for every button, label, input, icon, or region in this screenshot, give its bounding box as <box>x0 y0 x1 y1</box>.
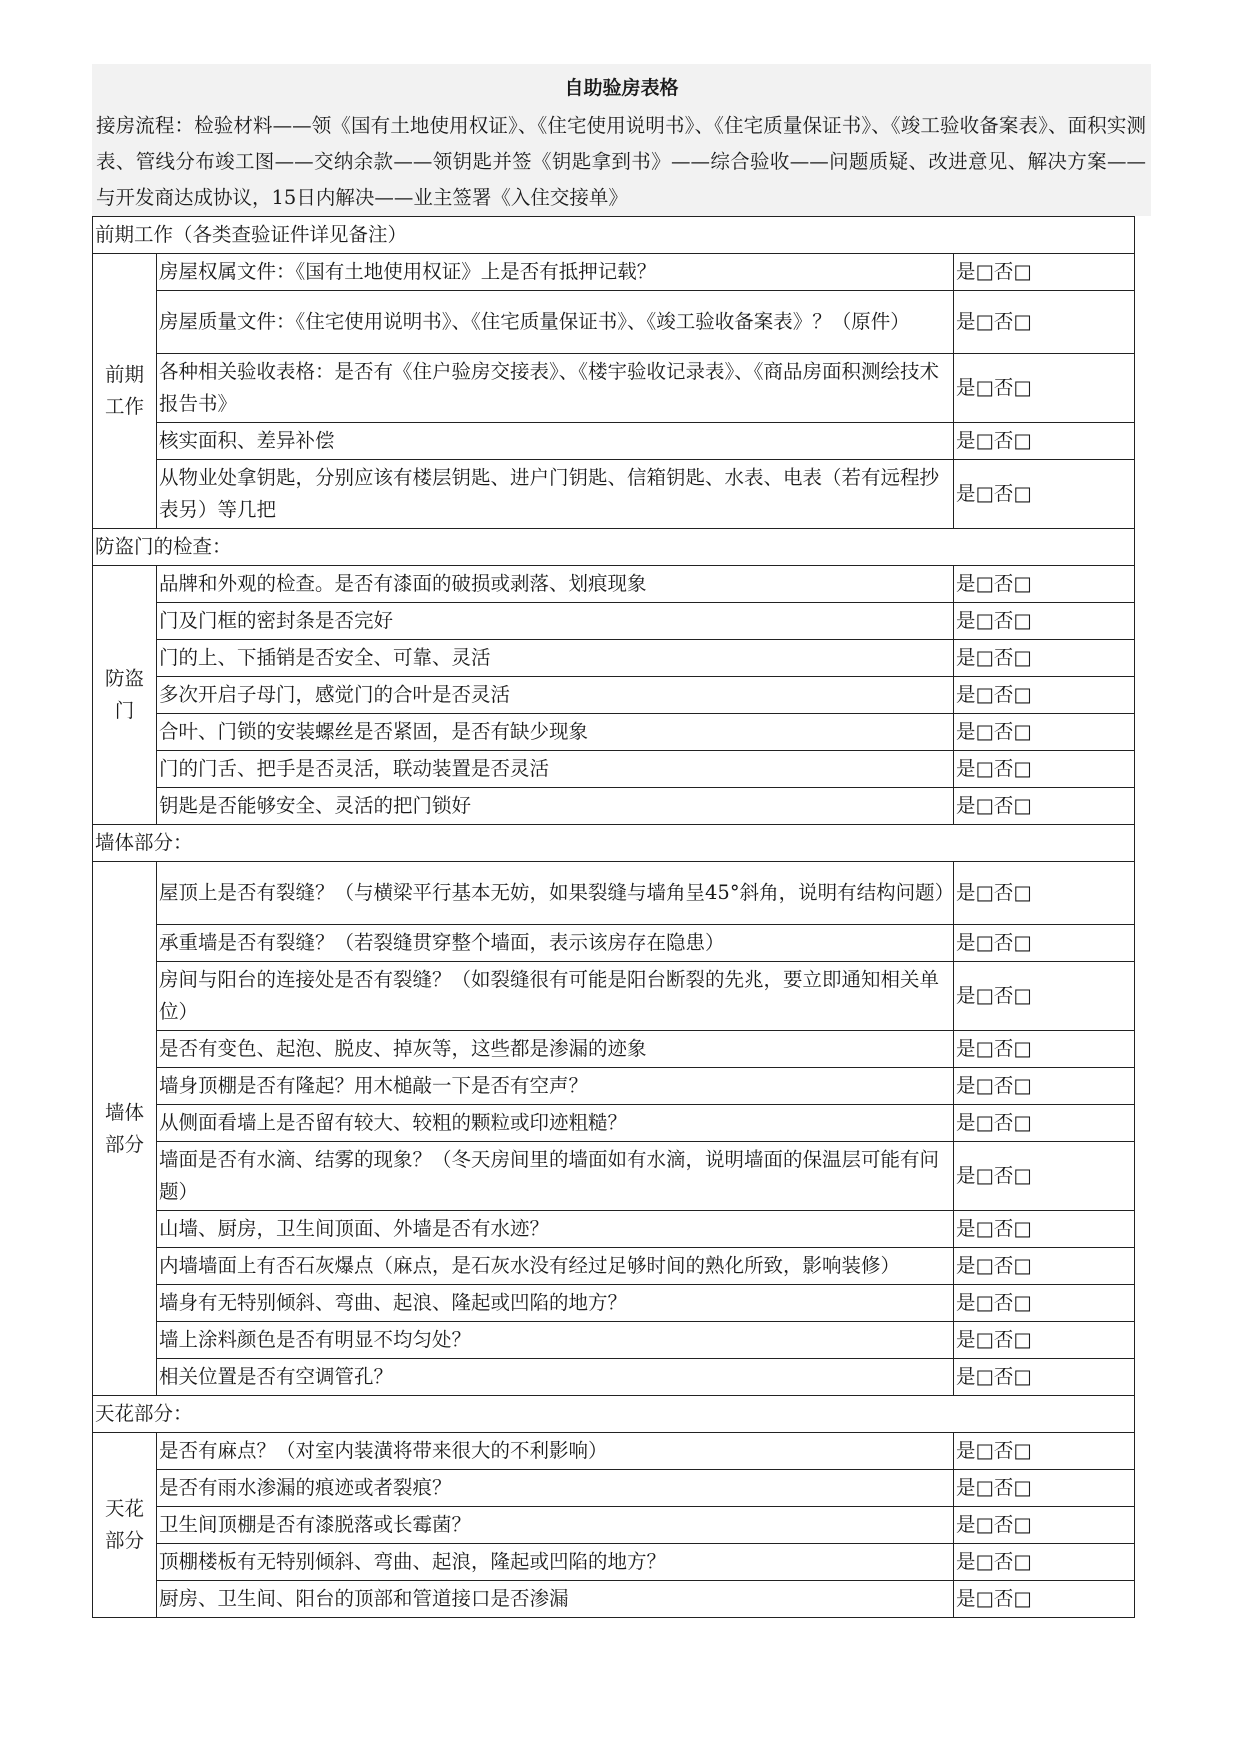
yes-no-checkbox-cell[interactable]: 是□否□ <box>954 1470 1135 1507</box>
yes-no-checkbox-cell[interactable]: 是□否□ <box>954 291 1135 354</box>
group-label: 前期 工作 <box>93 254 157 529</box>
check-item-text: 墙上涂料颜色是否有明显不均匀处？ <box>157 1322 954 1359</box>
check-item-text: 合叶、门锁的安装螺丝是否紧固，是否有缺少现象 <box>157 714 954 751</box>
yes-no-checkbox-cell[interactable]: 是□否□ <box>954 751 1135 788</box>
check-item-text: 卫生间顶棚是否有漆脱落或长霉菌？ <box>157 1507 954 1544</box>
check-item-text: 门的门舌、把手是否灵活，联动装置是否灵活 <box>157 751 954 788</box>
section-header: 防盗门的检查： <box>93 529 1135 566</box>
yes-no-checkbox-cell[interactable]: 是□否□ <box>954 862 1135 925</box>
table-row <box>93 751 1135 788</box>
table-row <box>93 460 1135 529</box>
table-row <box>93 1322 1135 1359</box>
check-item-text: 核实面积、差异补偿 <box>157 423 954 460</box>
yes-no-checkbox-cell[interactable]: 是□否□ <box>954 925 1135 962</box>
yes-no-checkbox-cell[interactable]: 是□否□ <box>954 1031 1135 1068</box>
table-row <box>93 1507 1135 1544</box>
table-row <box>93 423 1135 460</box>
yes-no-checkbox-cell[interactable]: 是□否□ <box>954 1105 1135 1142</box>
yes-no-checkbox-cell[interactable]: 是□否□ <box>954 1544 1135 1581</box>
section-header-row <box>93 529 1135 566</box>
table-row <box>93 291 1135 354</box>
yes-no-checkbox-cell[interactable]: 是□否□ <box>954 460 1135 529</box>
yes-no-checkbox-cell[interactable]: 是□否□ <box>954 1322 1135 1359</box>
check-item-text: 山墙、厨房，卫生间顶面、外墙是否有水迹？ <box>157 1211 954 1248</box>
yes-no-checkbox-cell[interactable]: 是□否□ <box>954 640 1135 677</box>
check-item-text: 屋顶上是否有裂缝？（与横梁平行基本无妨，如果裂缝与墙角呈45°斜角，说明有结构问题） <box>157 862 954 925</box>
table-row <box>93 254 1135 291</box>
document-header <box>92 64 1151 216</box>
check-item-text: 多次开启子母门，感觉门的合叶是否灵活 <box>157 677 954 714</box>
table-row <box>93 1581 1135 1618</box>
group-label: 防盗 门 <box>93 566 157 825</box>
check-item-text: 门及门框的密封条是否完好 <box>157 603 954 640</box>
check-item-text: 门的上、下插销是否安全、可靠、灵活 <box>157 640 954 677</box>
check-item-text: 是否有变色、起泡、脱皮、掉灰等，这些都是渗漏的迹象 <box>157 1031 954 1068</box>
table-row <box>93 354 1135 423</box>
check-item-text: 从侧面看墙上是否留有较大、较粗的颗粒或印迹粗糙？ <box>157 1105 954 1142</box>
table-row <box>93 1068 1135 1105</box>
table-row <box>93 925 1135 962</box>
check-item-text: 是否有麻点？（对室内装潢将带来很大的不利影响） <box>157 1433 954 1470</box>
yes-no-checkbox-cell[interactable]: 是□否□ <box>954 788 1135 825</box>
table-row <box>93 1031 1135 1068</box>
table-row <box>93 1248 1135 1285</box>
yes-no-checkbox-cell[interactable]: 是□否□ <box>954 1142 1135 1211</box>
table-row <box>93 677 1135 714</box>
table-row <box>93 1105 1135 1142</box>
check-item-text: 房屋质量文件：《住宅使用说明书》、《住宅质量保证书》、《竣工验收备案表》？（原件） <box>157 291 954 354</box>
table-row <box>93 566 1135 603</box>
checklist-body <box>93 217 1135 1618</box>
yes-no-checkbox-cell[interactable]: 是□否□ <box>954 1359 1135 1396</box>
yes-no-checkbox-cell[interactable]: 是□否□ <box>954 1581 1135 1618</box>
table-row <box>93 1211 1135 1248</box>
section-header-row <box>93 217 1135 254</box>
check-item-text: 是否有雨水渗漏的痕迹或者裂痕？ <box>157 1470 954 1507</box>
check-item-text: 内墙墙面上有否石灰爆点（麻点，是石灰水没有经过足够时间的熟化所致，影响装修） <box>157 1248 954 1285</box>
check-item-text: 房屋权属文件：《国有土地使用权证》上是否有抵押记载？ <box>157 254 954 291</box>
section-header-row <box>93 1396 1135 1433</box>
group-label: 天花 部分 <box>93 1433 157 1618</box>
section-header: 天花部分： <box>93 1396 1135 1433</box>
yes-no-checkbox-cell[interactable]: 是□否□ <box>954 962 1135 1031</box>
group-label: 墙体 部分 <box>93 862 157 1396</box>
table-row <box>93 788 1135 825</box>
check-item-text: 各种相关验收表格：是否有《住户验房交接表》、《楼宇验收记录表》、《商品房面积测绘技术报告书》 <box>157 354 954 423</box>
table-row <box>93 1359 1135 1396</box>
check-item-text: 厨房、卫生间、阳台的顶部和管道接口是否渗漏 <box>157 1581 954 1618</box>
table-row <box>93 1544 1135 1581</box>
table-row <box>93 1285 1135 1322</box>
table-row <box>93 1470 1135 1507</box>
yes-no-checkbox-cell[interactable]: 是□否□ <box>954 677 1135 714</box>
section-header: 前期工作（各类查验证件详见备注） <box>93 217 1135 254</box>
section-header-row <box>93 825 1135 862</box>
process-description: 接房流程：检验材料——领《国有土地使用权证》、《住宅使用说明书》、《住宅质量保证书》、《竣工验收备案表》、面积实测表、管线分布竣工图——交纳余款——领钥匙并签《钥匙拿到书》——综合验收——问题质疑、改进意见、解决方案——与开发商达成协议，15日内解决——业主签署《入住交接单》 <box>96 114 1146 209</box>
yes-no-checkbox-cell[interactable]: 是□否□ <box>954 1068 1135 1105</box>
inspection-checklist-table <box>92 216 1135 1618</box>
yes-no-checkbox-cell[interactable]: 是□否□ <box>954 1285 1135 1322</box>
check-item-text: 品牌和外观的检查。是否有漆面的破损或剥落、划痕现象 <box>157 566 954 603</box>
check-item-text: 墙身顶棚是否有隆起？用木槌敲一下是否有空声？ <box>157 1068 954 1105</box>
check-item-text: 顶棚楼板有无特别倾斜、弯曲、起浪，隆起或凹陷的地方？ <box>157 1544 954 1581</box>
check-item-text: 承重墙是否有裂缝？（若裂缝贯穿整个墙面，表示该房存在隐患） <box>157 925 954 962</box>
check-item-text: 相关位置是否有空调管孔？ <box>157 1359 954 1396</box>
check-item-text: 从物业处拿钥匙，分别应该有楼层钥匙、进户门钥匙、信箱钥匙、水表、电表（若有远程抄表另）等几把 <box>157 460 954 529</box>
check-item-text: 钥匙是否能够安全、灵活的把门锁好 <box>157 788 954 825</box>
table-row <box>93 1142 1135 1211</box>
check-item-text: 房间与阳台的连接处是否有裂缝？（如裂缝很有可能是阳台断裂的先兆，要立即通知相关单位） <box>157 962 954 1031</box>
yes-no-checkbox-cell[interactable]: 是□否□ <box>954 423 1135 460</box>
section-header: 墙体部分： <box>93 825 1135 862</box>
document-title: 自助验房表格 <box>564 77 679 99</box>
table-row <box>93 714 1135 751</box>
table-row <box>93 862 1135 925</box>
yes-no-checkbox-cell[interactable]: 是□否□ <box>954 1248 1135 1285</box>
yes-no-checkbox-cell[interactable]: 是□否□ <box>954 1507 1135 1544</box>
yes-no-checkbox-cell[interactable]: 是□否□ <box>954 1433 1135 1470</box>
table-row <box>93 603 1135 640</box>
yes-no-checkbox-cell[interactable]: 是□否□ <box>954 603 1135 640</box>
table-row <box>93 1433 1135 1470</box>
check-item-text: 墙身有无特别倾斜、弯曲、起浪、隆起或凹陷的地方？ <box>157 1285 954 1322</box>
table-row <box>93 962 1135 1031</box>
yes-no-checkbox-cell[interactable]: 是□否□ <box>954 1211 1135 1248</box>
yes-no-checkbox-cell[interactable]: 是□否□ <box>954 354 1135 423</box>
yes-no-checkbox-cell[interactable]: 是□否□ <box>954 566 1135 603</box>
table-row <box>93 640 1135 677</box>
yes-no-checkbox-cell[interactable]: 是□否□ <box>954 254 1135 291</box>
yes-no-checkbox-cell[interactable]: 是□否□ <box>954 714 1135 751</box>
check-item-text: 墙面是否有水滴、结雾的现象？（冬天房间里的墙面如有水滴，说明墙面的保温层可能有问题） <box>157 1142 954 1211</box>
